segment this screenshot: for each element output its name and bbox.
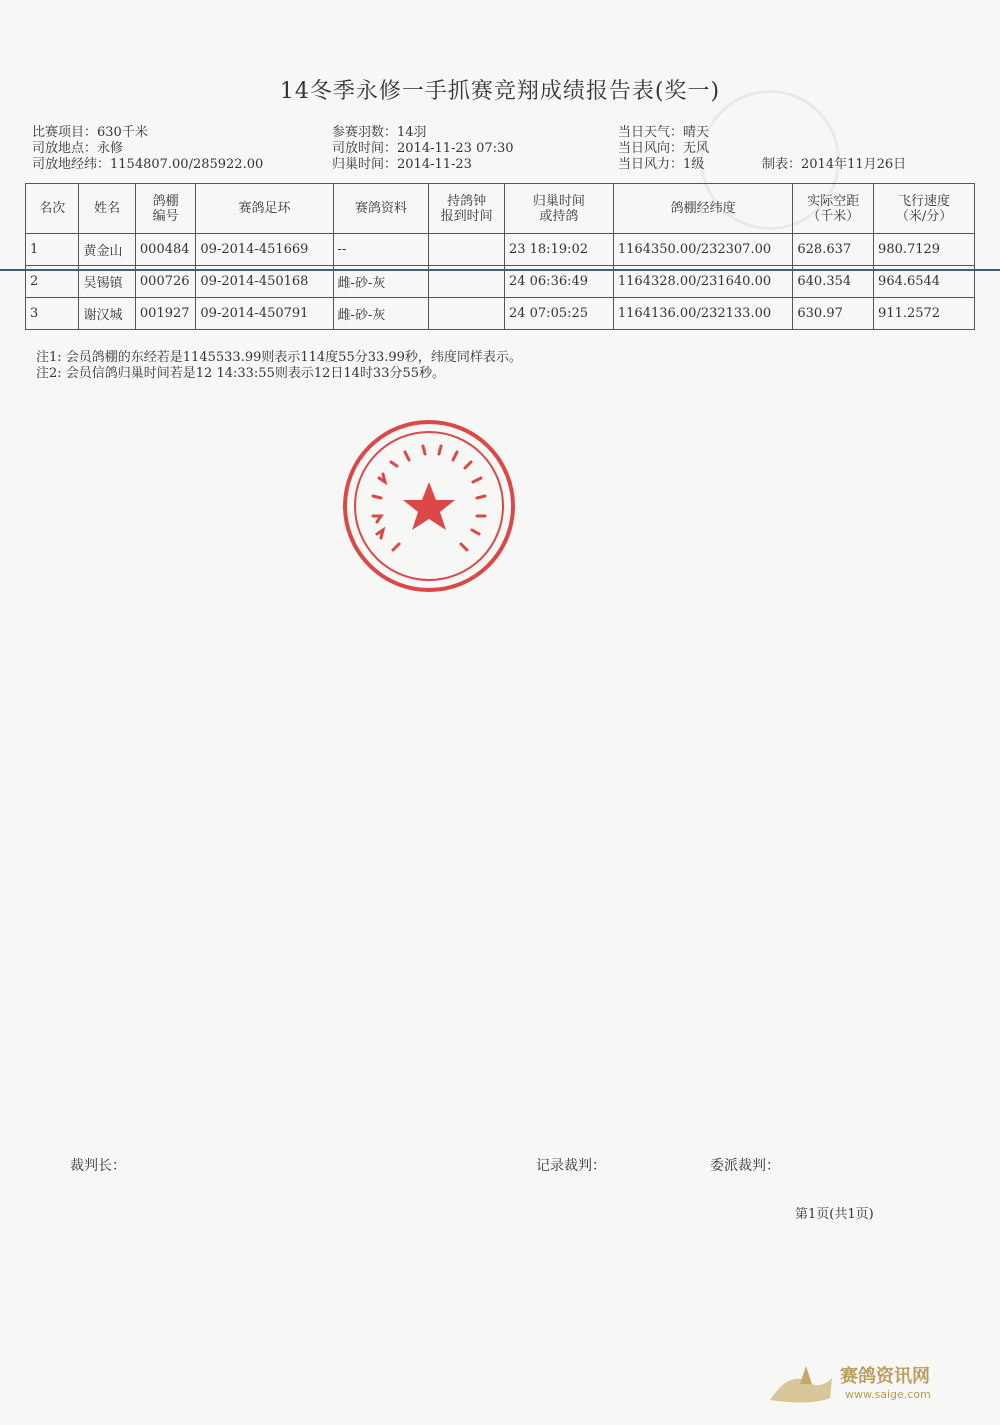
seal-star-icon (347, 424, 511, 588)
note-2: 注2: 会员信鸽归巢时间若是12 14:33:55则表示12日14时33分55秒。 (36, 366, 446, 381)
info-release-place: 司放地点：永修 (32, 141, 124, 156)
cell-rank: 3 (26, 298, 79, 330)
table-row (26, 298, 975, 330)
table-header-row (26, 184, 975, 234)
cell-loft-id: 000726 (135, 266, 196, 298)
cell-loft-id: 000484 (135, 234, 196, 266)
cell-return-time: 24 06:36:49 (504, 266, 613, 298)
club-seal-stamp (343, 420, 515, 592)
cell-distance: 630.97 (793, 298, 874, 330)
cell-speed: 911.2572 (874, 298, 975, 330)
info-return-time: 归巢时间：2014-11-23 (332, 157, 472, 172)
delegate-signature-label: 委派裁判： (710, 1158, 780, 1174)
cell-pigeon-info: 雌-砂-灰 (333, 298, 429, 330)
info-wind-direction: 当日风向：无风 (618, 141, 710, 156)
cell-loft-coords: 1164350.00/232307.00 (613, 234, 793, 266)
cell-clock-time (429, 234, 505, 266)
header-rank: 名次 (26, 184, 79, 234)
info-made-date: 制表：2014年11月26日 (762, 157, 907, 172)
cell-name: 黄金山 (79, 234, 135, 266)
info-entries: 参赛羽数：14羽 (332, 125, 427, 140)
cell-pigeon-info: 雌-砂-灰 (333, 266, 429, 298)
judge-signature-label: 裁判长： (70, 1158, 126, 1174)
note-1: 注1: 会员鸽棚的东经若是1145533.99则表示114度55分33.99秒，纬度同样表示。 (36, 350, 522, 365)
cell-loft-coords: 1164328.00/231640.00 (613, 266, 793, 298)
cell-distance: 628.637 (793, 234, 874, 266)
recorder-signature-label: 记录裁判： (536, 1158, 606, 1174)
cell-ring: 09-2014-451669 (196, 234, 333, 266)
cell-pigeon-info: -- (333, 234, 429, 266)
cell-speed: 964.6544 (874, 266, 975, 298)
header-distance: 实际空距 （千米） (793, 184, 874, 234)
page-number: 第1页(共1页) (795, 1207, 874, 1222)
info-release-coords: 司放地经纬：1154807.00/285922.00 (32, 157, 264, 172)
header-name: 姓名 (79, 184, 135, 234)
info-weather: 当日天气：晴天 (618, 125, 710, 140)
cell-distance: 640.354 (793, 266, 874, 298)
results-table (25, 183, 975, 330)
cell-rank: 2 (26, 266, 79, 298)
cell-loft-coords: 1164136.00/232133.00 (613, 298, 793, 330)
watermark-url: www.saige.com (845, 1388, 931, 1401)
watermark-name: 赛鸽资讯网 (840, 1366, 930, 1387)
header-return-time: 归巢时间 或持鸽 (504, 184, 613, 234)
header-speed: 飞行速度 （米/分） (874, 184, 975, 234)
cell-clock-time (429, 298, 505, 330)
report-title: 14冬季永修一手抓赛竞翔成绩报告表(奖一) (279, 79, 721, 104)
cell-return-time: 24 07:05:25 (504, 298, 613, 330)
header-clock-time: 持鸽钟 报到时间 (429, 184, 505, 234)
header-ring: 赛鸽足环 (196, 184, 333, 234)
scan-line (0, 269, 1000, 271)
info-wind-force: 当日风力：1级 (618, 157, 705, 172)
cell-loft-id: 001927 (135, 298, 196, 330)
info-release-time: 司放时间：2014-11-23 07:30 (332, 141, 514, 156)
header-loft-id: 鸽棚 编号 (135, 184, 196, 234)
cell-return-time: 23 18:19:02 (504, 234, 613, 266)
cell-ring: 09-2014-450168 (196, 266, 333, 298)
cell-name: 吴锡镇 (79, 266, 135, 298)
cell-name: 谢汉城 (79, 298, 135, 330)
table-row (26, 234, 975, 266)
header-pigeon-info: 赛鸽资料 (333, 184, 429, 234)
cell-ring: 09-2014-450791 (196, 298, 333, 330)
info-project: 比赛项目：630千米 (32, 125, 148, 140)
header-loft-coords: 鸽棚经纬度 (613, 184, 793, 234)
cell-speed: 980.7129 (874, 234, 975, 266)
cell-rank: 1 (26, 234, 79, 266)
